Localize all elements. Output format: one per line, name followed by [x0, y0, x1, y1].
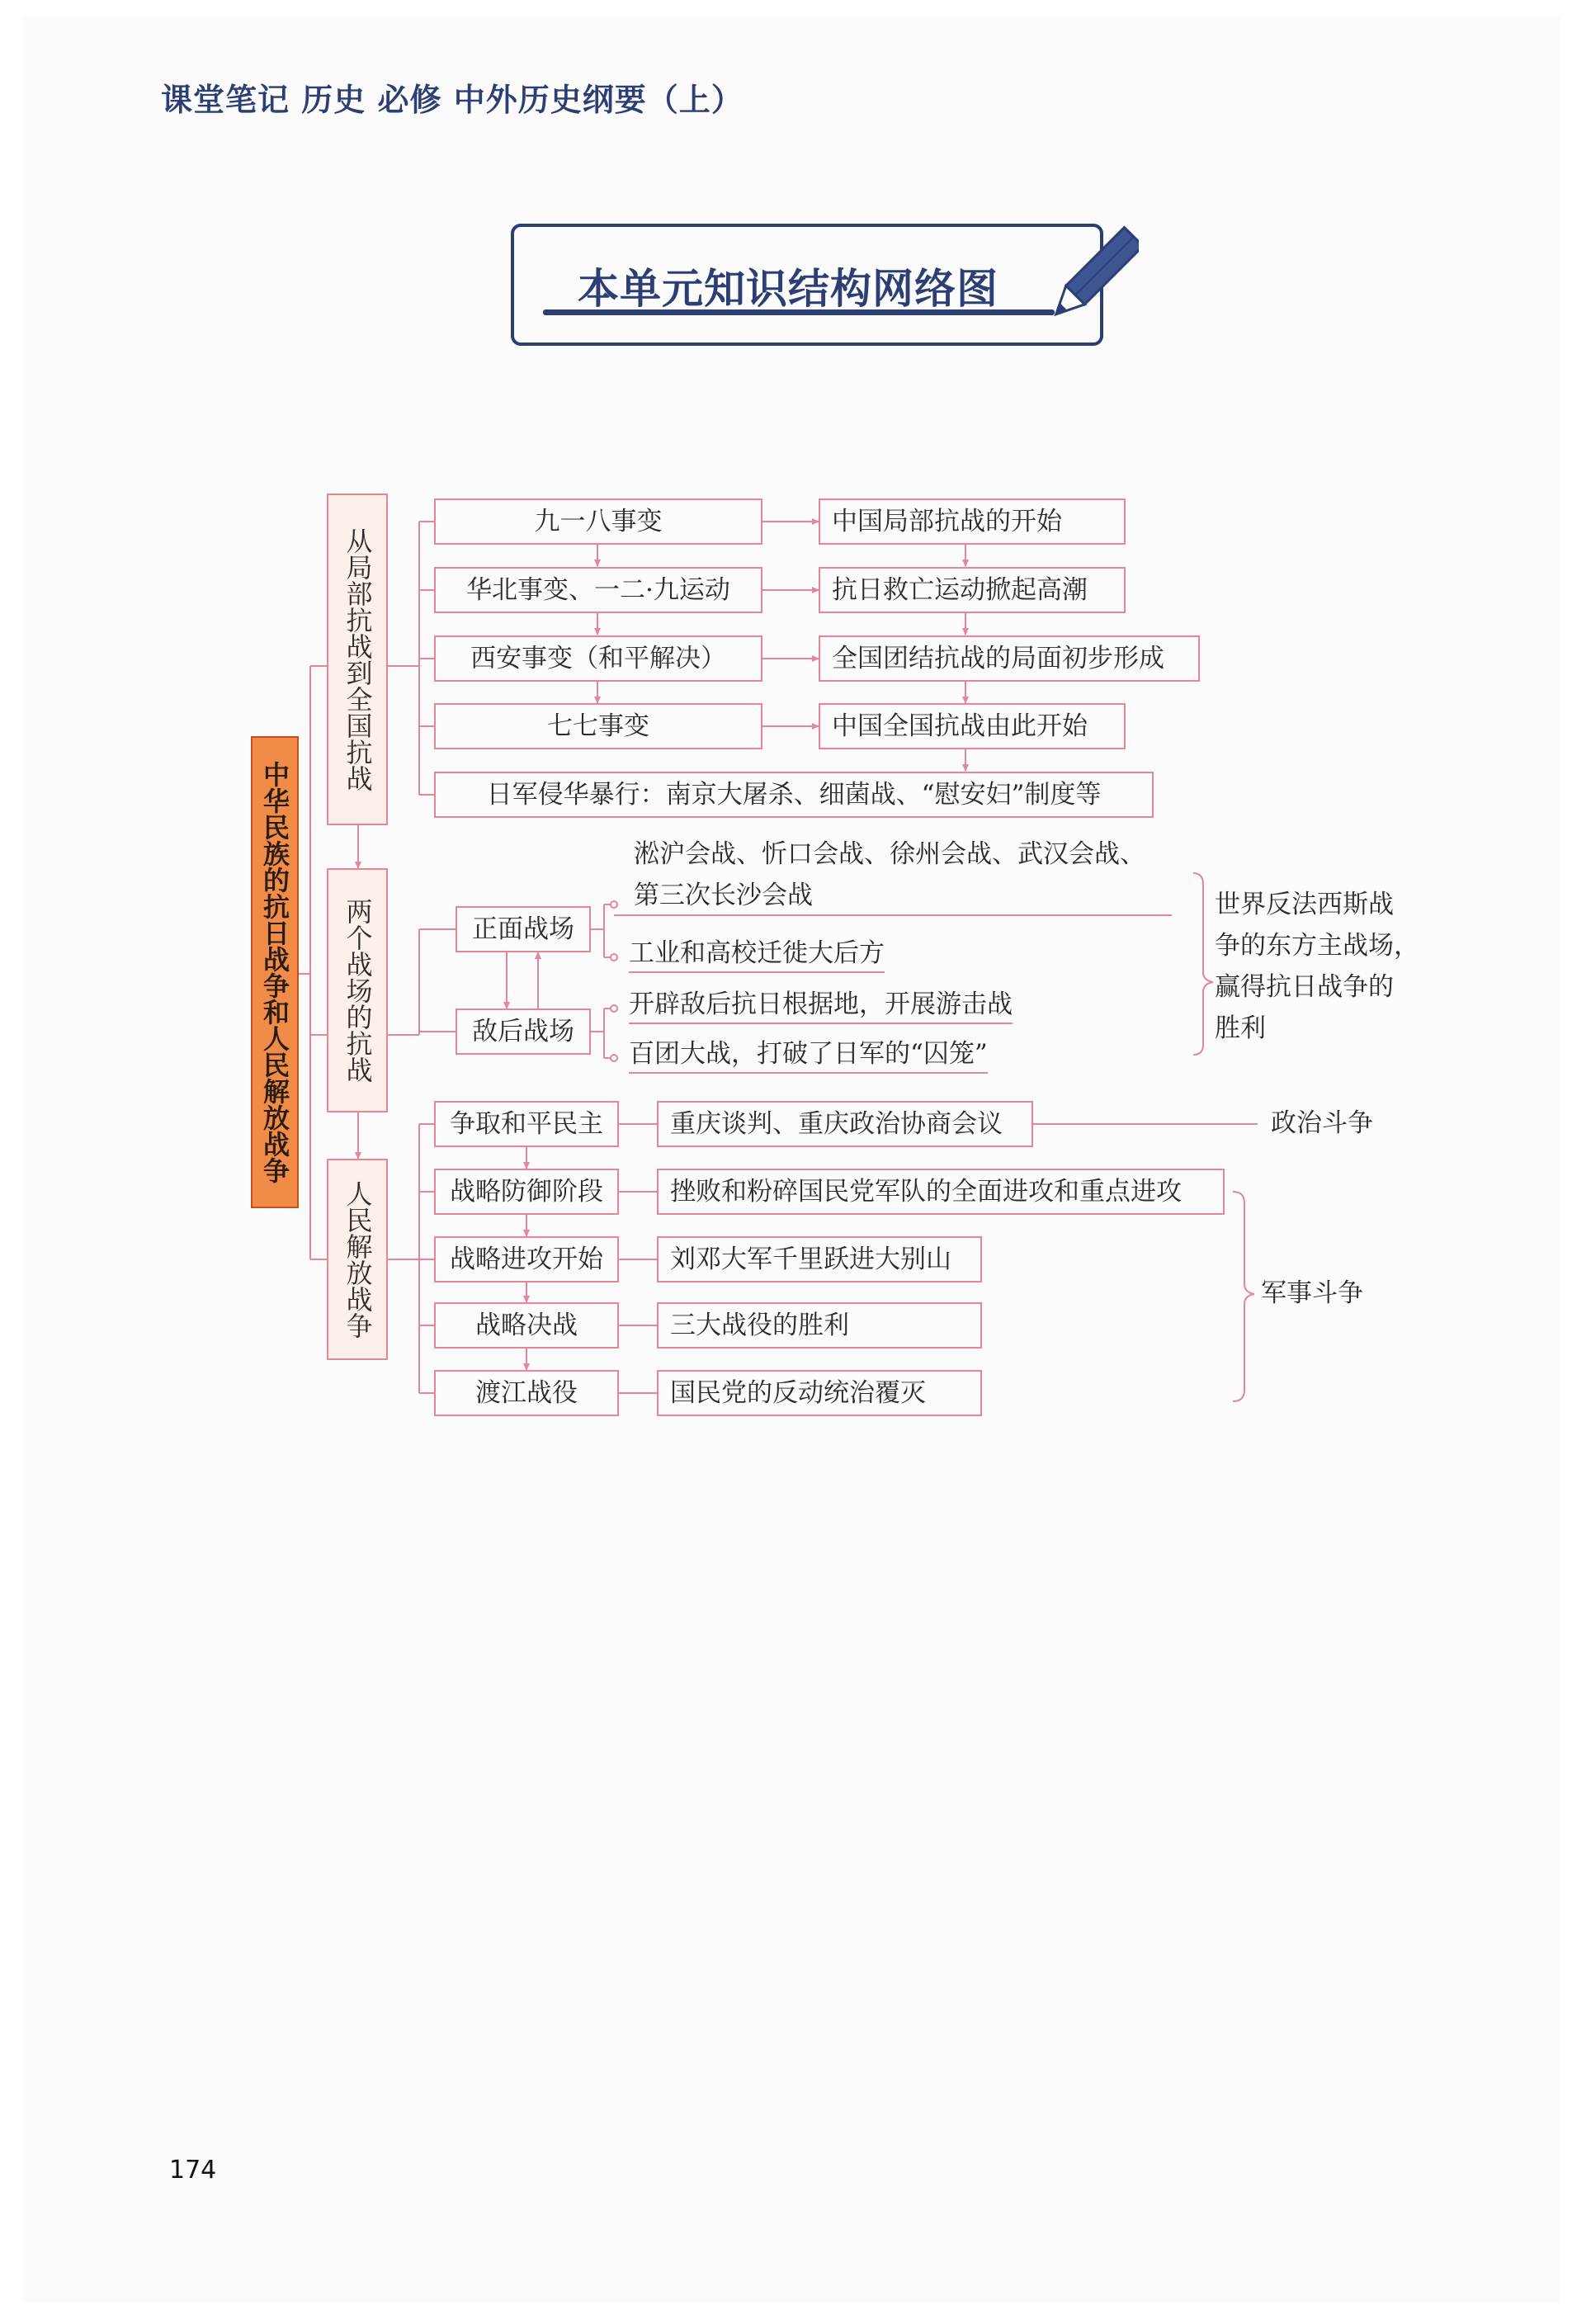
- summary-line: 世界反法西斯战: [1215, 890, 1394, 919]
- event-box: 华北事变、一二·九运动: [434, 567, 762, 613]
- battlefield-summary: [1215, 884, 1419, 1049]
- detail-box: 国民党的反动统治覆灭: [657, 1370, 982, 1416]
- political-struggle-label: 政治斗争: [1271, 1108, 1373, 1138]
- stage-box: 战略决战: [434, 1302, 619, 1349]
- stage-box: 战略进攻开始: [434, 1236, 619, 1282]
- running-header: 课堂笔记 历史 必修 中外历史纲要（上）: [161, 82, 744, 118]
- event-box: 九一八事变: [434, 498, 762, 545]
- result-box: 抗日救亡运动掀起高潮: [819, 567, 1126, 613]
- summary-line: 胜利: [1215, 1013, 1266, 1043]
- military-struggle-label: 军事斗争: [1261, 1278, 1363, 1308]
- root-topic: 中华民族的抗日战争和人民解放战争: [251, 736, 299, 1208]
- front-battlefield: 正面战场: [456, 906, 591, 952]
- result-box: 全国团结抗战的局面初步形成: [819, 635, 1200, 682]
- front-item: 第三次长沙会战: [634, 881, 813, 910]
- stage-box: 争取和平民主: [434, 1101, 619, 1147]
- result-box: 中国全国抗战由此开始: [819, 703, 1126, 749]
- section-local-to-national: 从局部抗战到全国抗战: [327, 494, 388, 825]
- rear-item: 百团大战，打破了日军的“囚笼”: [629, 1042, 988, 1074]
- detail-box: 刘邓大军千里跃进大别山: [657, 1236, 982, 1282]
- section-two-battlefields: 两个战场的抗战: [327, 868, 388, 1112]
- detail-box: 三大战役的胜利: [657, 1302, 982, 1349]
- event-box: 西安事变（和平解决）: [434, 635, 762, 682]
- rear-item: 开辟敌后抗日根据地，开展游击战: [629, 992, 1013, 1024]
- detail-box: 挫败和粉碎国民党军队的全面进攻和重点进攻: [657, 1169, 1225, 1215]
- atrocities-box: 日军侵华暴行：南京大屠杀、细菌战、“慰安妇”制度等: [434, 772, 1154, 818]
- page-title: 本单元知识结构网络图: [578, 265, 999, 313]
- summary-line: 赢得抗日战争的: [1215, 972, 1394, 1002]
- event-box: 七七事变: [434, 703, 762, 749]
- result-box: 中国局部抗战的开始: [819, 498, 1126, 545]
- rear-battlefield: 敌后战场: [456, 1008, 591, 1055]
- page-number: 174: [169, 2156, 217, 2185]
- stage-box: 渡江战役: [434, 1370, 619, 1416]
- stage-box: 战略防御阶段: [434, 1169, 619, 1215]
- front-item: 工业和高校迁徙大后方: [629, 941, 885, 973]
- summary-line: 争的东方主战场，: [1215, 931, 1419, 961]
- detail-box: 重庆谈判、重庆政治协商会议: [657, 1101, 1033, 1147]
- section-liberation-war: 人民解放战争: [327, 1159, 388, 1360]
- front-item: 淞沪会战、忻口会战、徐州会战、武汉会战、: [634, 839, 1145, 869]
